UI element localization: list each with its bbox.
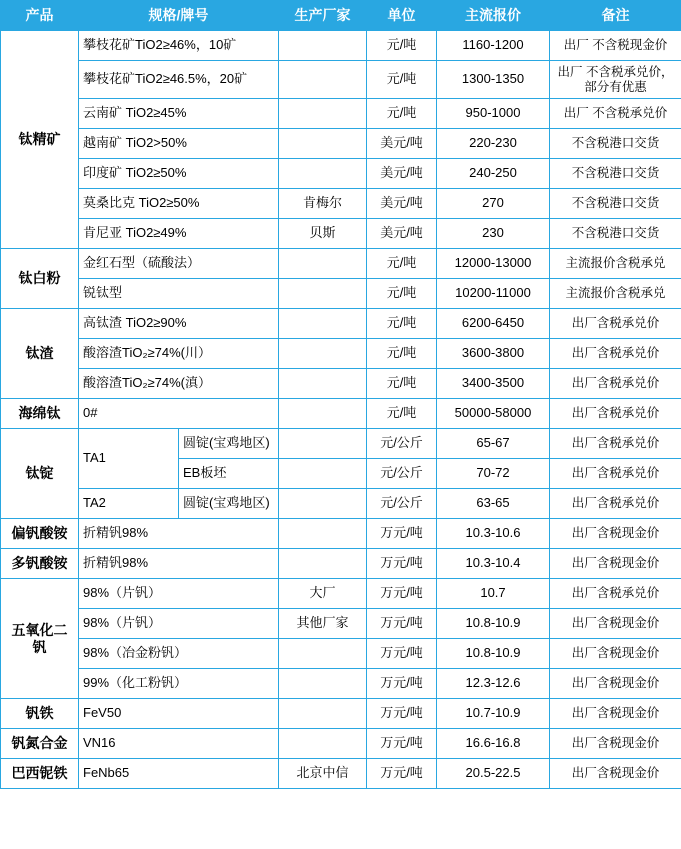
header-row xyxy=(1,1,681,31)
price-cell: 12.3-12.6 xyxy=(437,669,550,699)
unit-cell: 万元/吨 xyxy=(367,579,437,609)
price-cell: 63-65 xyxy=(437,489,550,519)
table-row xyxy=(1,729,681,759)
spec-cell: 莫桑比克 TiO2≥50% xyxy=(79,189,279,219)
price-cell: 16.6-16.8 xyxy=(437,729,550,759)
product-cell: 钒铁 xyxy=(1,699,79,729)
price-cell: 230 xyxy=(437,219,550,249)
manufacturer-cell xyxy=(279,519,367,549)
table-row xyxy=(1,279,681,309)
unit-cell: 元/公斤 xyxy=(367,429,437,459)
table-body xyxy=(1,31,681,789)
spec-cell: 高钛渣 TiO2≥90% xyxy=(79,309,279,339)
price-cell: 950-1000 xyxy=(437,99,550,129)
unit-cell: 元/吨 xyxy=(367,99,437,129)
spec-cell: 攀枝花矿TiO2≥46.5%，20矿 xyxy=(79,61,279,99)
table-row xyxy=(1,369,681,399)
note-cell: 出厂含税现金价 xyxy=(550,519,681,549)
table-row xyxy=(1,609,681,639)
note-cell: 出厂含税承兑价 xyxy=(550,459,681,489)
manufacturer-cell: 肯梅尔 xyxy=(279,189,367,219)
manufacturer-cell xyxy=(279,249,367,279)
price-cell: 220-230 xyxy=(437,129,550,159)
price-cell: 50000-58000 xyxy=(437,399,550,429)
note-cell: 出厂含税承兑价 xyxy=(550,429,681,459)
unit-cell: 元/吨 xyxy=(367,399,437,429)
price-cell: 70-72 xyxy=(437,459,550,489)
unit-cell: 美元/吨 xyxy=(367,219,437,249)
table-header xyxy=(1,1,681,31)
table-row xyxy=(1,549,681,579)
product-cell: 钛渣 xyxy=(1,309,79,399)
manufacturer-cell: 贝斯 xyxy=(279,219,367,249)
manufacturer-cell xyxy=(279,459,367,489)
spec-cell: 云南矿 TiO2≥45% xyxy=(79,99,279,129)
spec-cell: 圆锭(宝鸡地区) xyxy=(179,429,279,459)
spec-cell: 攀枝花矿TiO2≥46%，10矿 xyxy=(79,31,279,61)
spec-cell: 锐钛型 xyxy=(79,279,279,309)
header-note: 备注 xyxy=(550,1,681,31)
table-row xyxy=(1,759,681,789)
manufacturer-cell xyxy=(279,669,367,699)
header-manufacturer: 生产厂家 xyxy=(279,1,367,31)
grade-cell: TA2 xyxy=(79,489,179,519)
note-cell: 出厂 不含税承兑价，部分有优惠 xyxy=(550,61,681,99)
manufacturer-cell: 其他厂家 xyxy=(279,609,367,639)
manufacturer-cell xyxy=(279,429,367,459)
unit-cell: 元/公斤 xyxy=(367,459,437,489)
unit-cell: 美元/吨 xyxy=(367,129,437,159)
note-cell: 主流报价含税承兑 xyxy=(550,249,681,279)
table-row xyxy=(1,99,681,129)
header-product: 产品 xyxy=(1,1,79,31)
spec-cell: 折精钒98% xyxy=(79,549,279,579)
price-cell: 10.7-10.9 xyxy=(437,699,550,729)
manufacturer-cell xyxy=(279,279,367,309)
table-row xyxy=(1,399,681,429)
table-row xyxy=(1,429,681,459)
note-cell: 出厂含税承兑价 xyxy=(550,339,681,369)
spec-cell: 印度矿 TiO2≥50% xyxy=(79,159,279,189)
unit-cell: 万元/吨 xyxy=(367,669,437,699)
manufacturer-cell xyxy=(279,549,367,579)
spec-cell: EB板坯 xyxy=(179,459,279,489)
grade-cell: TA1 xyxy=(79,429,179,489)
note-cell: 不含税港口交货 xyxy=(550,129,681,159)
manufacturer-cell xyxy=(279,339,367,369)
product-cell: 钛精矿 xyxy=(1,31,79,249)
note-cell: 出厂 不含税承兑价 xyxy=(550,99,681,129)
note-cell: 出厂含税现金价 xyxy=(550,759,681,789)
manufacturer-cell: 北京中信 xyxy=(279,759,367,789)
table-row xyxy=(1,639,681,669)
manufacturer-cell xyxy=(279,31,367,61)
note-cell: 不含税港口交货 xyxy=(550,159,681,189)
manufacturer-cell xyxy=(279,399,367,429)
product-cell: 偏钒酸铵 xyxy=(1,519,79,549)
price-cell: 1160-1200 xyxy=(437,31,550,61)
manufacturer-cell xyxy=(279,61,367,99)
table-row xyxy=(1,249,681,279)
price-cell: 10.8-10.9 xyxy=(437,609,550,639)
table-row xyxy=(1,699,681,729)
note-cell: 出厂含税承兑价 xyxy=(550,399,681,429)
product-cell: 巴西铌铁 xyxy=(1,759,79,789)
manufacturer-cell xyxy=(279,489,367,519)
manufacturer-cell xyxy=(279,129,367,159)
unit-cell: 万元/吨 xyxy=(367,549,437,579)
manufacturer-cell xyxy=(279,369,367,399)
unit-cell: 元/吨 xyxy=(367,339,437,369)
manufacturer-cell xyxy=(279,699,367,729)
table-row xyxy=(1,129,681,159)
price-cell: 3600-3800 xyxy=(437,339,550,369)
note-cell: 出厂含税现金价 xyxy=(550,609,681,639)
spec-cell: 酸溶渣TiO₂≥74%(滇） xyxy=(79,369,279,399)
unit-cell: 元/吨 xyxy=(367,61,437,99)
header-spec: 规格/牌号 xyxy=(79,1,279,31)
price-cell: 3400-3500 xyxy=(437,369,550,399)
product-cell: 海绵钛 xyxy=(1,399,79,429)
table-row xyxy=(1,189,681,219)
note-cell: 出厂含税现金价 xyxy=(550,699,681,729)
unit-cell: 万元/吨 xyxy=(367,729,437,759)
price-cell: 10.3-10.4 xyxy=(437,549,550,579)
unit-cell: 万元/吨 xyxy=(367,759,437,789)
note-cell: 出厂含税承兑价 xyxy=(550,309,681,339)
spec-cell: 99%（化工粉钒） xyxy=(79,669,279,699)
manufacturer-cell xyxy=(279,99,367,129)
spec-cell: 98%（冶金粉钒） xyxy=(79,639,279,669)
unit-cell: 万元/吨 xyxy=(367,609,437,639)
header-unit: 单位 xyxy=(367,1,437,31)
unit-cell: 元/吨 xyxy=(367,249,437,279)
unit-cell: 元/吨 xyxy=(367,309,437,339)
price-cell: 6200-6450 xyxy=(437,309,550,339)
table-row xyxy=(1,339,681,369)
manufacturer-cell xyxy=(279,729,367,759)
product-cell: 钛锭 xyxy=(1,429,79,519)
note-cell: 出厂含税现金价 xyxy=(550,639,681,669)
table-row xyxy=(1,61,681,99)
unit-cell: 元/吨 xyxy=(367,31,437,61)
unit-cell: 美元/吨 xyxy=(367,189,437,219)
unit-cell: 元/公斤 xyxy=(367,489,437,519)
product-cell: 钒氮合金 xyxy=(1,729,79,759)
table-row xyxy=(1,309,681,339)
table-row xyxy=(1,519,681,549)
price-cell: 1300-1350 xyxy=(437,61,550,99)
product-cell: 钛白粉 xyxy=(1,249,79,309)
price-cell: 12000-13000 xyxy=(437,249,550,279)
price-cell: 270 xyxy=(437,189,550,219)
note-cell: 不含税港口交货 xyxy=(550,189,681,219)
product-cell: 五氧化二钒 xyxy=(1,579,79,699)
manufacturer-cell xyxy=(279,159,367,189)
table-row xyxy=(1,579,681,609)
spec-cell: FeV50 xyxy=(79,699,279,729)
note-cell: 出厂含税承兑价 xyxy=(550,369,681,399)
spec-cell: 金红石型（硫酸法） xyxy=(79,249,279,279)
spec-cell: VN16 xyxy=(79,729,279,759)
table-row xyxy=(1,669,681,699)
note-cell: 出厂含税现金价 xyxy=(550,669,681,699)
unit-cell: 元/吨 xyxy=(367,369,437,399)
note-cell: 不含税港口交货 xyxy=(550,219,681,249)
spec-cell: 圆锭(宝鸡地区) xyxy=(179,489,279,519)
unit-cell: 万元/吨 xyxy=(367,699,437,729)
manufacturer-cell xyxy=(279,639,367,669)
unit-cell: 万元/吨 xyxy=(367,519,437,549)
price-cell: 240-250 xyxy=(437,159,550,189)
product-cell: 多钒酸铵 xyxy=(1,549,79,579)
price-cell: 65-67 xyxy=(437,429,550,459)
unit-cell: 万元/吨 xyxy=(367,639,437,669)
spec-cell: 酸溶渣TiO₂≥74%(川） xyxy=(79,339,279,369)
header-price: 主流报价 xyxy=(437,1,550,31)
spec-cell: 98%（片钒） xyxy=(79,579,279,609)
spec-cell: 0# xyxy=(79,399,279,429)
note-cell: 主流报价含税承兑 xyxy=(550,279,681,309)
table-row xyxy=(1,31,681,61)
manufacturer-cell: 大厂 xyxy=(279,579,367,609)
unit-cell: 美元/吨 xyxy=(367,159,437,189)
spec-cell: 肯尼亚 TiO2≥49% xyxy=(79,219,279,249)
note-cell: 出厂含税承兑价 xyxy=(550,579,681,609)
price-cell: 10.7 xyxy=(437,579,550,609)
spec-cell: FeNb65 xyxy=(79,759,279,789)
note-cell: 出厂含税现金价 xyxy=(550,729,681,759)
note-cell: 出厂含税现金价 xyxy=(550,549,681,579)
note-cell: 出厂 不含税现金价 xyxy=(550,31,681,61)
spec-cell: 折精钒98% xyxy=(79,519,279,549)
table-row xyxy=(1,219,681,249)
note-cell: 出厂含税承兑价 xyxy=(550,489,681,519)
unit-cell: 元/吨 xyxy=(367,279,437,309)
price-cell: 10.8-10.9 xyxy=(437,639,550,669)
manufacturer-cell xyxy=(279,309,367,339)
price-cell: 20.5-22.5 xyxy=(437,759,550,789)
price-cell: 10200-11000 xyxy=(437,279,550,309)
spec-cell: 越南矿 TiO2>50% xyxy=(79,129,279,159)
price-cell: 10.3-10.6 xyxy=(437,519,550,549)
table-row xyxy=(1,159,681,189)
spec-cell: 98%（片钒） xyxy=(79,609,279,639)
table-row xyxy=(1,489,681,519)
